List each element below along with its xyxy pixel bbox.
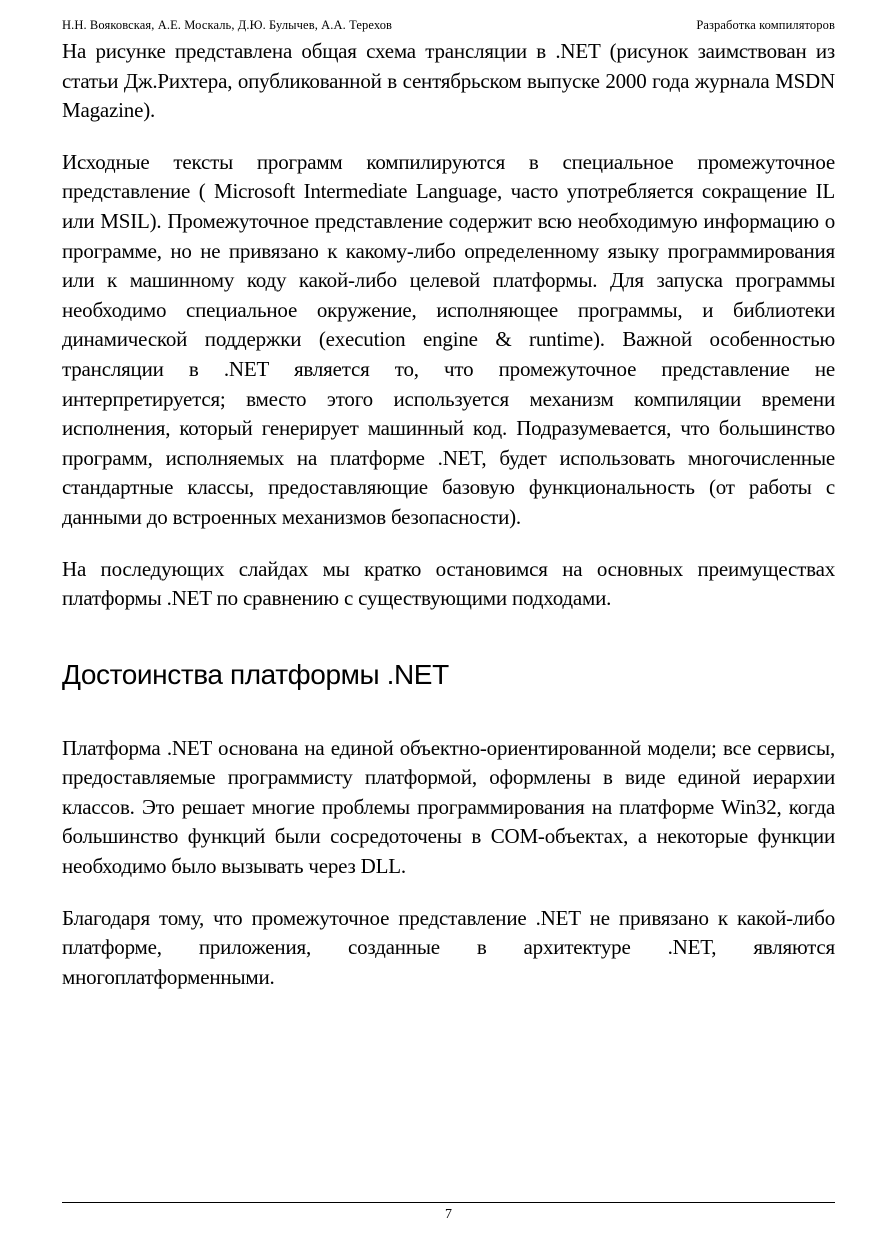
page-number: 7 — [445, 1207, 452, 1222]
section-heading: Достоинства платформы .NET — [62, 658, 449, 690]
body-paragraph-3: На последующих слайдах мы кратко остановимся на основных преимуществах платформы .NET по сравнению с существующими подходами. — [62, 556, 835, 611]
section-paragraph-1: Платформа .NET основана на единой объектно-ориентированной модели; все сервисы, предоставляемые программисту платформой, оформлены в виде единой иерархии классов. Это решает многие проблемы программирования на платформе Win32, когда большинство функций были сосредоточены в COM-объектах, а некоторые функции необходимо было вызывать через DLL. — [62, 735, 835, 879]
footer-divider — [62, 1202, 835, 1203]
header-authors: Н.Н. Вояковская, А.Е. Москаль, Д.Ю. Булычев, А.А. Терехов — [62, 18, 393, 32]
section-body — [62, 734, 835, 993]
section-paragraph-2: Благодаря тому, что промежуточное представление .NET не привязано к какой-либо платформе, приложения, созданные в архитектуре .NET, являются многоплатформенными. — [62, 905, 835, 989]
body-paragraph-1: На рисунке представлена общая схема трансляции в .NET (рисунок заимствован из статьи Дж.Рихтера, опубликованной в сентябрьском выпуске 2000 года журнала MSDN Magazine). — [62, 39, 835, 123]
page-content — [62, 37, 835, 992]
body-paragraph-2: Исходные тексты программ компилируются в специальное промежуточное представление ( Microsoft Intermediate Language, часто употребляется сокращение IL или MSIL). Промежуточное представление содержит всю необходимую информацию о программе, но не привязано к какому-либо определенному языку программирования или к машинному коду какой-либо целевой платформы. Для запуска программы необходимо специальное окружение, исполняющее программы, и библиотеки динамической поддержки (execution engine & runtime). Важной особенностью трансляции в .NET является то, что промежуточное представление не интерпретируется; вместо этого используется механизм компиляции времени исполнения, который генерирует машинный код. Подразумевается, что большинство программ, исполняемых на платформе .NET, будет использовать многочисленные стандартные классы, предоставляющие базовую функциональность (от работы с данными до встроенных механизмов безопасности). — [62, 149, 835, 529]
header-title: Разработка компиляторов — [696, 18, 835, 32]
page-header — [62, 16, 835, 34]
